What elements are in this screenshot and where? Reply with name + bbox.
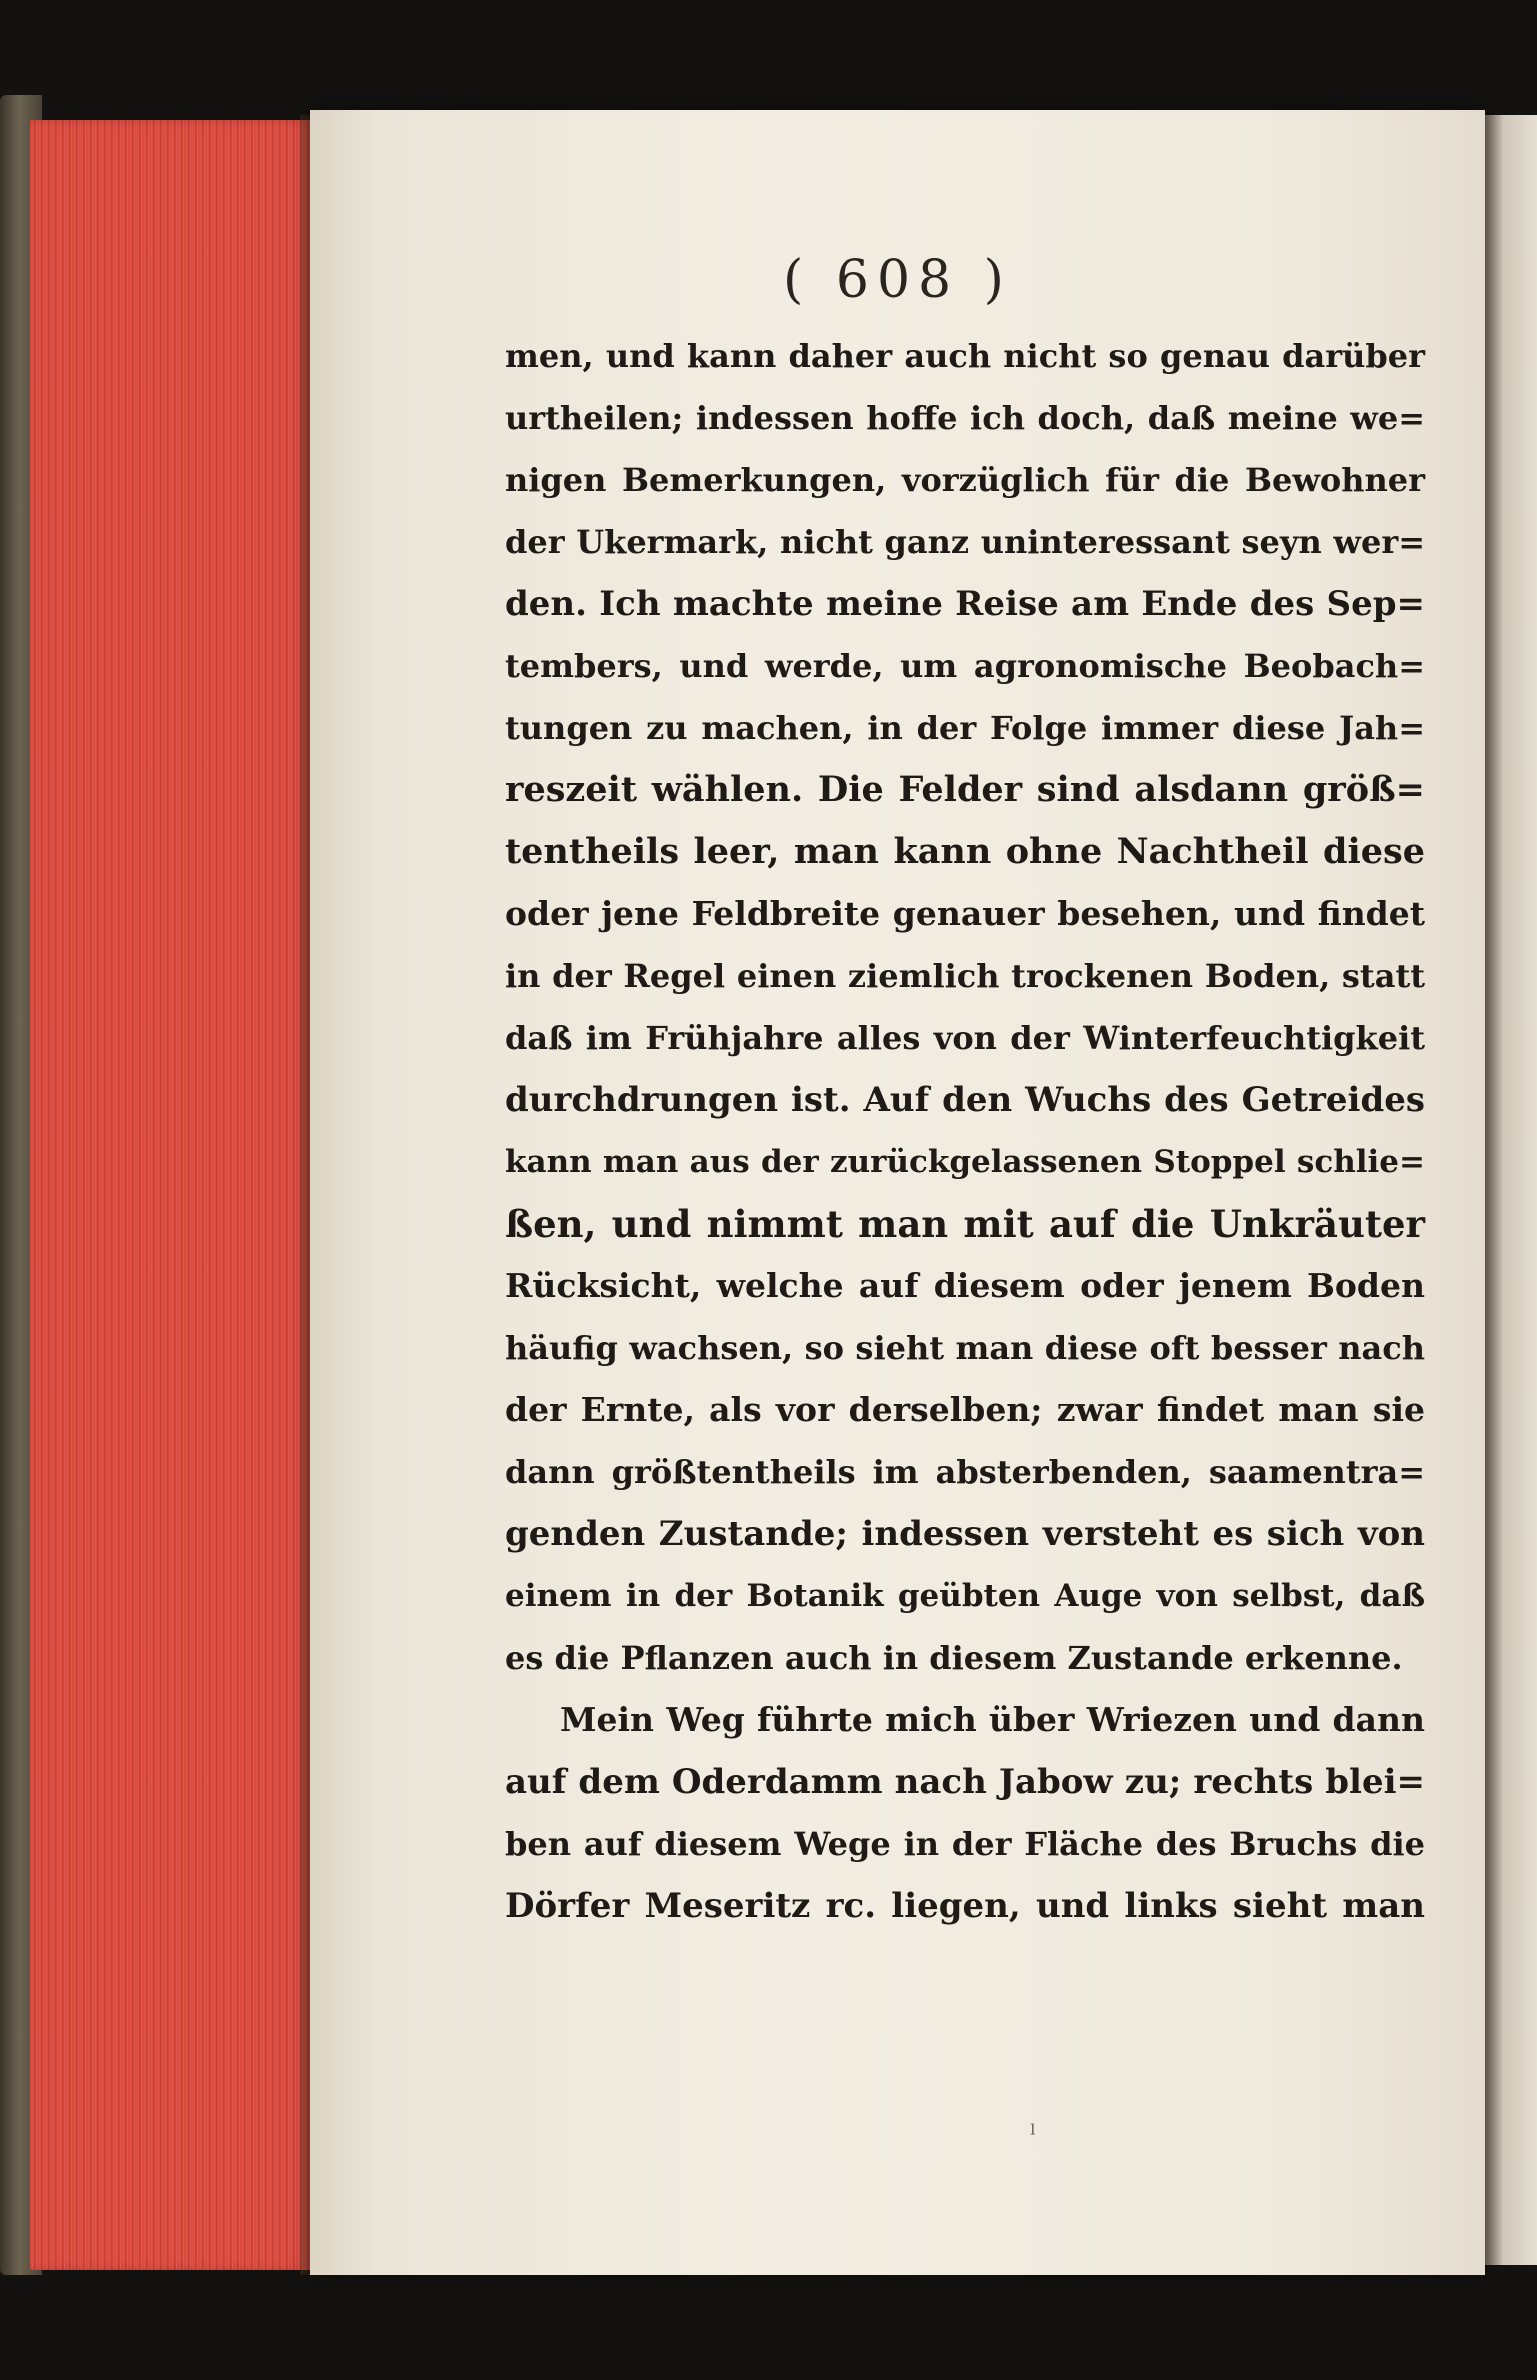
text-line: durchdrungen ist. Auf den Wuchs des Getreides bbox=[505, 1080, 1425, 1120]
text-line: kann man aus der zurückgelassenen Stoppel schlie= bbox=[505, 1144, 1425, 1180]
paragraph-2 bbox=[505, 1689, 1425, 1937]
page-number: ( 608 ) bbox=[783, 250, 1012, 310]
paper-blemish: ˡ bbox=[1030, 2120, 1037, 2150]
text-line: Mein Weg führte mich über Wriezen und dann bbox=[560, 1700, 1425, 1739]
text-line: häufig wachsen, so sieht man diese oft besser nach bbox=[505, 1329, 1425, 1367]
text-line: der Ukermark, nicht ganz uninteressant seyn wer= bbox=[505, 523, 1425, 561]
page-text bbox=[505, 325, 1425, 1937]
text-line: daß im Frühjahre alles von der Winterfeuchtigkeit bbox=[505, 1019, 1425, 1057]
text-line: es die Pflanzen auch in diesem Zustande erkenne. bbox=[505, 1639, 1403, 1677]
text-line: in der Regel einen ziemlich trockenen Boden, statt bbox=[505, 957, 1425, 995]
text-line: der Ernte, als vor derselben; zwar findet man sie bbox=[505, 1390, 1425, 1429]
facing-page-edge bbox=[1485, 115, 1537, 2265]
text-line: tembers, und werde, um agronomische Beobach= bbox=[505, 647, 1425, 685]
text-line: dann größtentheils im absterbenden, saamentra= bbox=[505, 1453, 1425, 1491]
text-line: oder jene Feldbreite genauer besehen, und findet bbox=[505, 894, 1425, 933]
text-line: Dörfer Meseritz rc. liegen, und links sieht man bbox=[505, 1886, 1425, 1926]
text-line: den. Ich machte meine Reise am Ende des Sep= bbox=[505, 584, 1425, 624]
paragraph-1 bbox=[505, 325, 1425, 1689]
text-line: auf dem Oderdamm nach Jabow zu; rechts blei= bbox=[505, 1762, 1425, 1802]
book-page bbox=[310, 110, 1485, 2275]
text-line: tungen zu machen, in der Folge immer diese Jah= bbox=[505, 709, 1425, 747]
text-line: reszeit wählen. Die Felder sind alsdann größ= bbox=[505, 769, 1425, 810]
text-line: men, und kann daher auch nicht so genau darüber bbox=[505, 337, 1425, 375]
text-line: einem in der Botanik geübten Auge von selbst, daß bbox=[505, 1578, 1425, 1614]
text-line: Rücksicht, welche auf diesem oder jenem Boden bbox=[505, 1266, 1425, 1305]
text-line: ben auf diesem Wege in der Fläche des Bruchs die bbox=[505, 1825, 1425, 1863]
red-page-edges bbox=[30, 120, 315, 2270]
text-line: urtheilen; indessen hoffe ich doch, daß meine we= bbox=[505, 399, 1425, 437]
text-line: nigen Bemerkungen, vorzüglich für die Bewohner bbox=[505, 461, 1425, 499]
text-line: tentheils leer, man kann ohne Nachtheil diese bbox=[505, 831, 1425, 872]
text-line: genden Zustande; indessen versteht es sich von bbox=[505, 1514, 1425, 1554]
text-line: ßen, und nimmt man mit auf die Unkräuter bbox=[505, 1202, 1425, 1246]
